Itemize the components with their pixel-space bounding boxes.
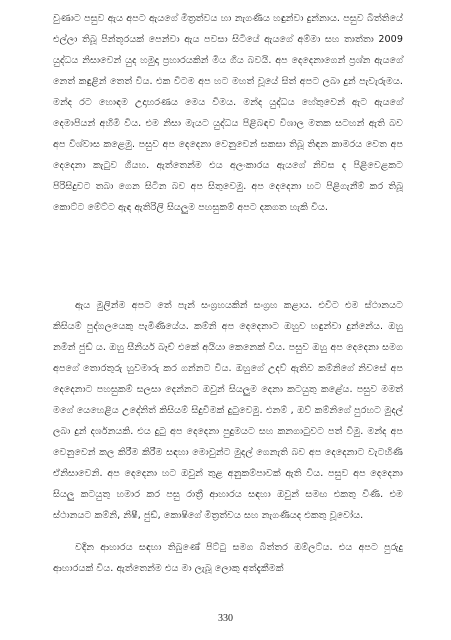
body-paragraph-1	[53, 8, 403, 218]
paragraph-text: වදින ආහාරය සඳහා තිබුණේ පිට්ටු සමග බිත්තර ඔම්ලට්ය. එය අපට පුරුදු ආහාරයක් විය. ඇත්තෙන්ම එය මා ලැබූ ලොකු අත්දැකීමක්	[53, 542, 403, 574]
body-paragraph-2	[53, 295, 403, 526]
page-number: 330	[218, 613, 233, 624]
body-paragraph-3	[53, 537, 403, 579]
paragraph-text: ඇය මුලින්ම අපට තේ පැන් සංග්‍රහයකින් සංග්‍රහ කළාය. එවිට එම ස්ථානයට කිසියම් පුද්ගලයෙකු පැමිණියේය. කම්නි අප දෙදෙනාට ඔහුව හඳුන්වා දුන්නේය. ඔහු නමින් ජුඩ් ය. ඔහු සීනියර් බෑච් එකේ අයියා කෙනෙක් විය. පසුව ඔහු අප දෙදෙනා සමග අපගේ තොරතුරු හුවමාරු කර ගන්නට විය. ඔහුගේ උදව් ඇතිව කම්නිගේ නිවසේ අප දෙදෙනාට පහසුකම් සලසා දෙන්නට ඔවුන් සියලුම දෙනා කටයුතු කළේය. පසුව මමත් මගේ යෙහෙළිය උදේනිත් කිසියම් සිදුවීමක් දුටුවෙමු. එනම් , ඔව් කම්නිගේ පුරහට මුදල් ලබා දුන් දර්ශනයකි. එය දුටු අප දෙදෙනා පුදුමයට සහ කනගාටුවට පත් වීමු. මන්ද අප වෙනුවෙන් කල කිරීම කිරීම සඳහා මොවුන්ට මුදල් ගෙනැති බව අප දෙදෙනාට වැටහිණි ඒනිසාවෙනි. අප දෙදෙනා හට ඔවුන් තුළ අනුකම්පාවක් ඇති විය. පසුව අප දෙදෙනා සියලු කටයුතු හමාර කර පසු රාත්‍රී ආහාරය සඳහා ඔවුන් සමඟ එකතු විණි. එම ස්ථානයට කම්නි, නිෂී, ජුඩ්, කොෂිගේ මිත්‍රත්වය සහ නැගණියද එකතු වූවෝය.	[53, 300, 403, 521]
paragraph-text: වුණාට පසුව ඇය අපට ඇයගේ මිත්‍රත්වය හා නැගණිය හඳුන්වා දුන්නාය. පසුව බිත්තියේ එල්ලා තිබූ පින්තූරයක් පෙන්වා ඇය පවසා සිටියේ ඇයගේ අම්මා සහ තාත්තා 2009 යුද්ධය නිසාවෙන් යුද හමුදා ප්‍රහාරයකින් මිය ගිය බවයි. අප දෙදෙනාගෙන් ප්‍රශ්න ඇයගේ නෙත් කඳුළින් තෙත් විය. එක විටම අප හට මහත් වූයේ සිත් අපට ලබා දුන් පැවැරුමය. මන්ද රට හොඳම උදාහරණය මෙය වීමය. මන්ද යුද්ධය හේතුවෙන් ඇට ඇයගේ දෙමාපියන් අහිමි විය. එම නිසා මැයට යුද්ධය පිළිබඳව විශාල මතක සටහන් ඇති බව අප විශ්වාස කළෙමු. පසුව අප දෙදෙනා වෙනුවෙන් සකසා තිබූ තිඳන කාමරය වෙත අප දෙදෙනා කැටුව ගියහ. ඇත්තෙන්ම එය අලංකාරය ඇයගේ නිවස ද පිළිවෙළකට පිරිසිදුවට තබා ගෙන සිටින බව අප සිතුවෙමු. අප දෙදෙනා හට පිළිගැනීම් කර තිබූ කොට්ට මේට්ට ඇඳ ඇතිරිලි සියලුම පහසුකම් අපට දකගත හැකි විය.	[53, 13, 403, 213]
